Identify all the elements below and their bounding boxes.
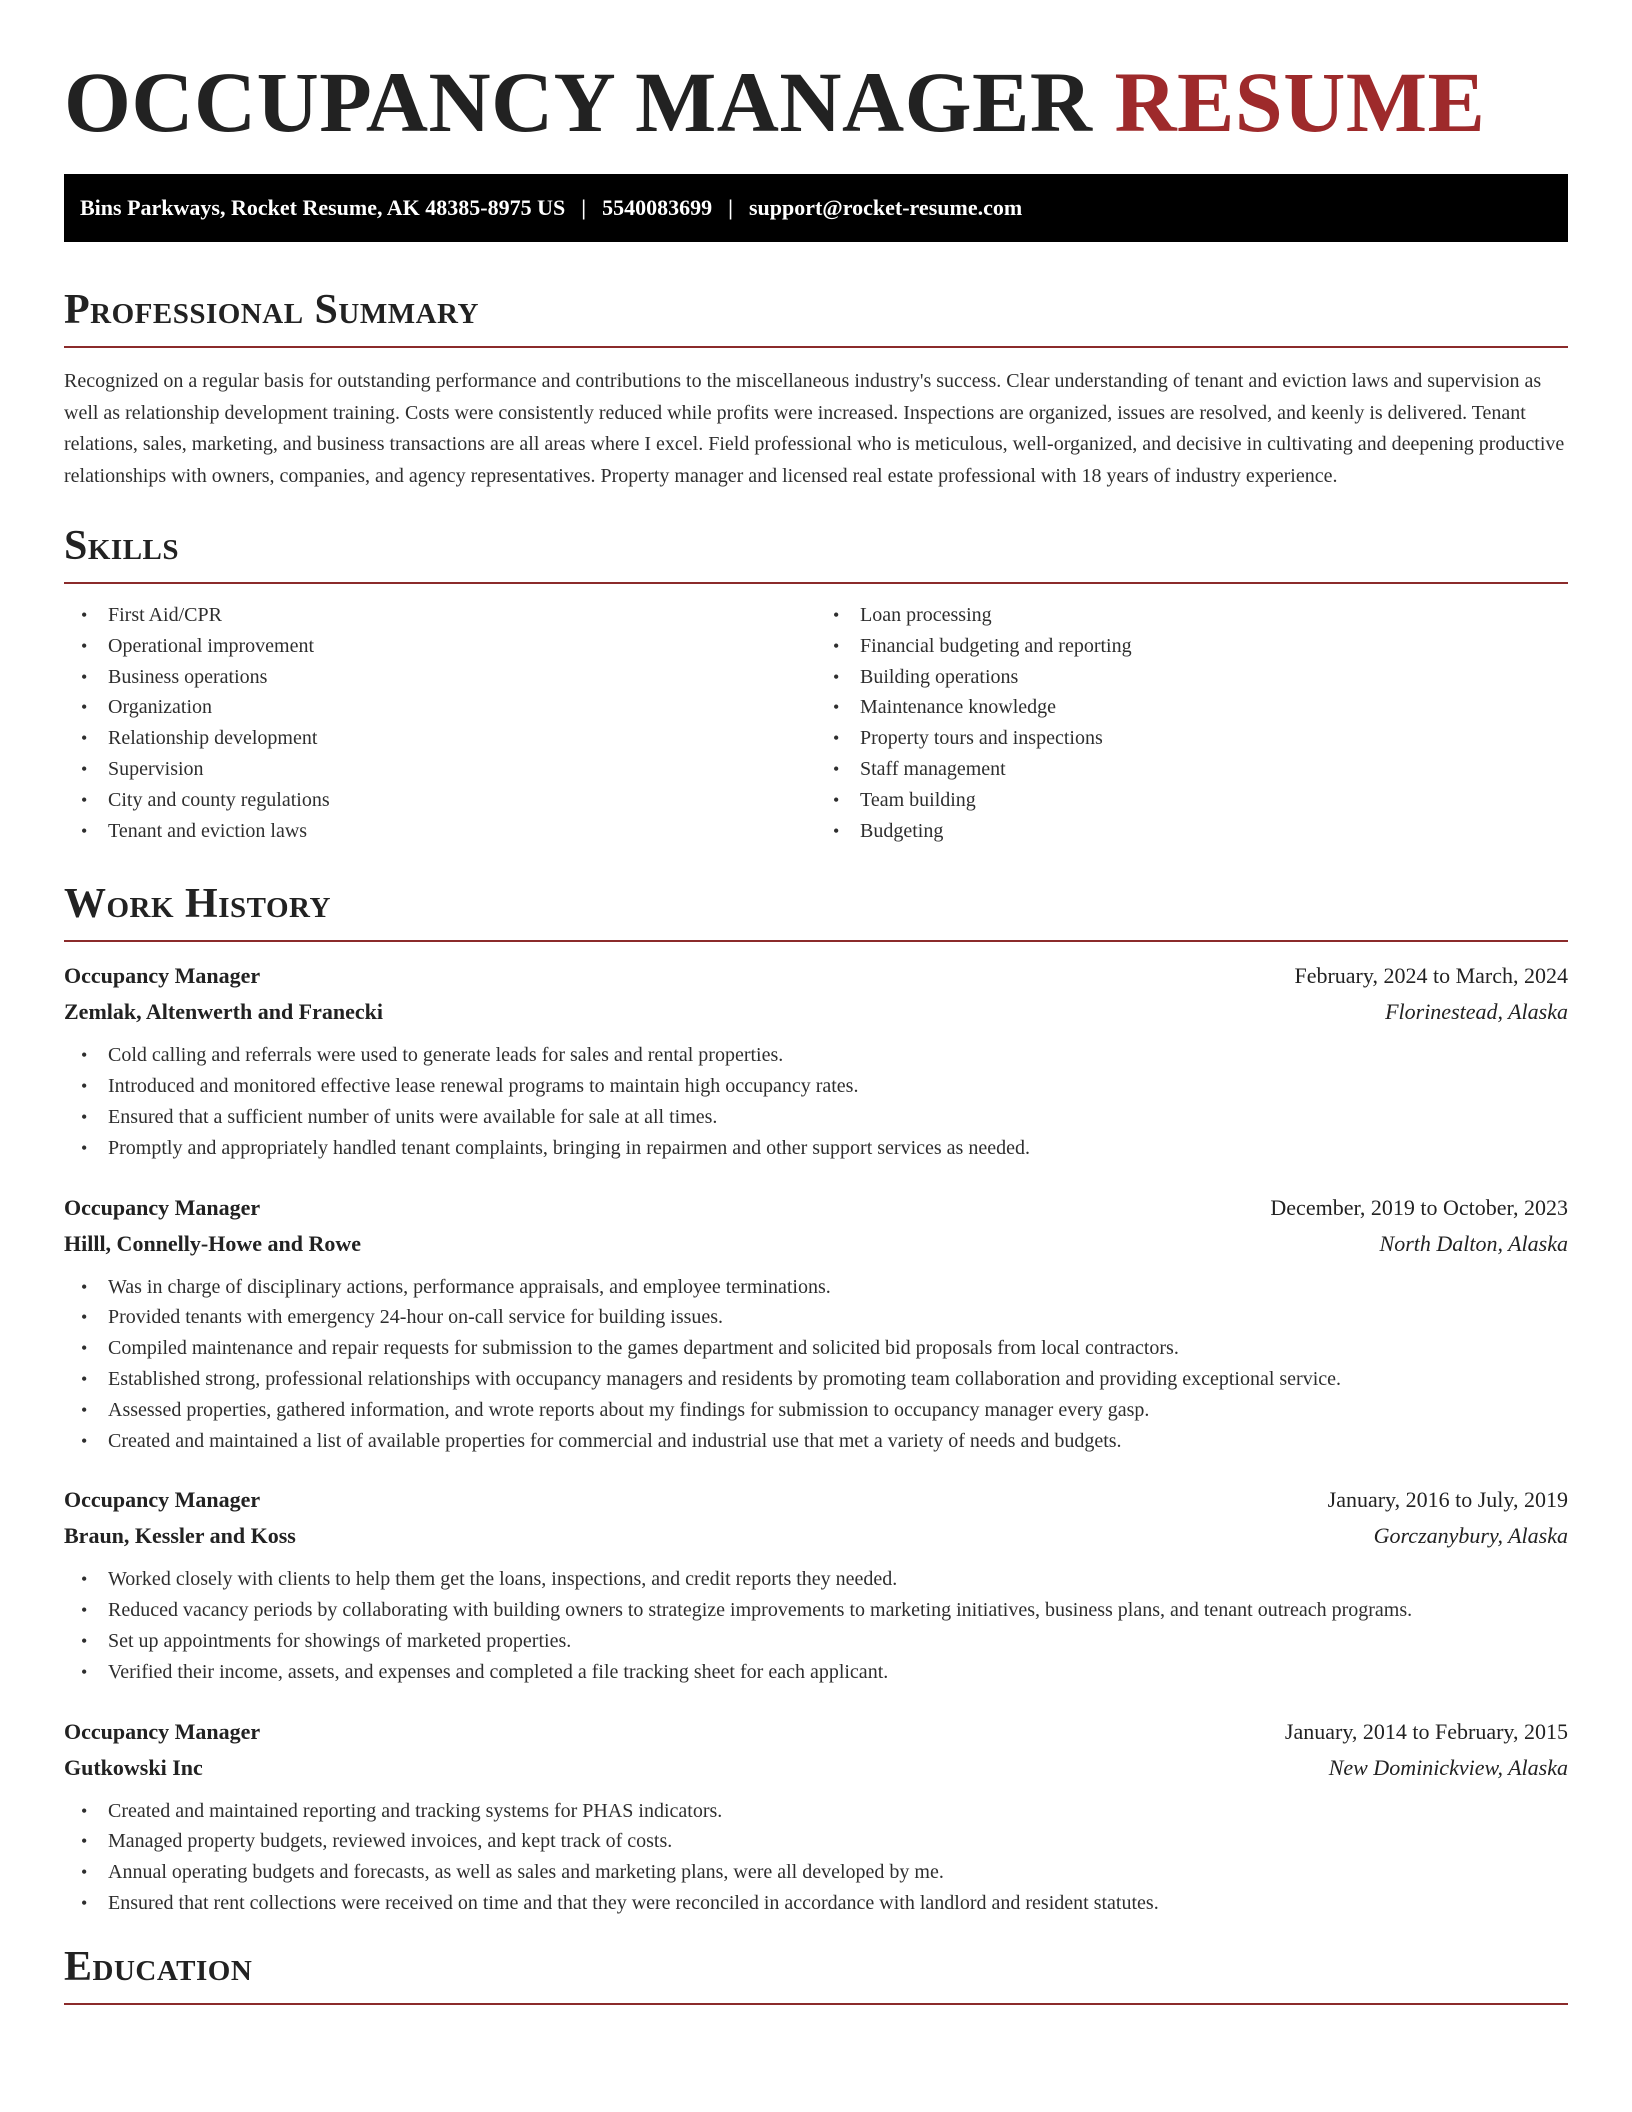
- job-company: Gutkowski Inc: [64, 1754, 203, 1780]
- job-bullet: • Cold calling and referrals were used to generate leads for sales and rental properties.: [64, 1040, 1568, 1071]
- job-bullet: • Reduced vacancy periods by collaborating with building owners to strategize improvements to marketing initiatives, business plans, and tenant outreach programs.: [64, 1595, 1568, 1626]
- section-divider: [64, 940, 1568, 942]
- job-bullet: • Created and maintained reporting and tracking systems for PHAS indicators.: [64, 1796, 1568, 1827]
- summary-text: Recognized on a regular basis for outstanding performance and contributions to the miscellaneous industry's success. Clear understanding of tenant and eviction laws and supervision as well as relationship development training. Costs were consistently reduced while profits were increased. Inspections are organized, issues are resolved, and keenly is delivered. Tenant relations, sales, marketing, and business transactions are all areas where I excel. Field professional who is meticulous, well-organized, and decisive in cultivating and deepening productive relationships with owners, companies, and agency representatives. Property manager and licensed real estate professional with 18 years of industry experience.: [64, 370, 1565, 487]
- job-bullet: • Assessed properties, gathered information, and wrote reports about my findings for submission to occupancy manager every gasp.: [64, 1395, 1568, 1426]
- title-accent: RESUME: [1114, 54, 1486, 150]
- skills-columns: [64, 600, 1568, 846]
- skill-item: • Team building: [816, 785, 1568, 816]
- skill-item: • Staff management: [816, 754, 1568, 785]
- job-title: Occupancy Manager: [64, 963, 261, 989]
- job-bullet: • Set up appointments for showings of marketed properties.: [64, 1626, 1568, 1657]
- job-bullet: • Worked closely with clients to help them get the loans, inspections, and credit reports they needed.: [64, 1564, 1568, 1595]
- contact-bar: [64, 174, 1568, 242]
- resume-title: [64, 52, 1568, 152]
- skill-item: • Budgeting: [816, 816, 1568, 847]
- job-bullet: • Created and maintained a list of available properties for commercial and industrial use that met a variety of needs and budgets.: [64, 1426, 1568, 1457]
- contact-separator: |: [728, 195, 733, 220]
- skill-item: • Tenant and eviction laws: [64, 816, 816, 847]
- job-title: Occupancy Manager: [64, 1718, 261, 1744]
- job-bullet: • Established strong, professional relationships with occupancy managers and residents by promoting team collaboration and providing exceptional service.: [64, 1364, 1568, 1395]
- job-bullets: [64, 1796, 1568, 1919]
- contact-phone: 5540083699: [602, 195, 713, 220]
- summary-section: [64, 284, 1568, 492]
- job-bullet: • Verified their income, assets, and expenses and completed a file tracking sheet for each applicant.: [64, 1657, 1568, 1688]
- skill-item: • Organization: [64, 692, 816, 723]
- work-history-section: [64, 878, 1568, 1918]
- skill-item: • Supervision: [64, 754, 816, 785]
- job-entry: [64, 1482, 1568, 1687]
- job-entry: [64, 1190, 1568, 1457]
- skills-list-right: [816, 600, 1568, 846]
- title-main: OCCUPANCY MANAGER: [64, 54, 1093, 150]
- skill-item: • Business operations: [64, 662, 816, 693]
- job-entry: [64, 1714, 1568, 1919]
- section-title-education: Education: [64, 1943, 253, 1990]
- skill-item: • City and county regulations: [64, 785, 816, 816]
- education-section: [64, 1941, 1568, 2005]
- section-title-skills: Skills: [64, 523, 180, 569]
- section-title-summary: Professional Summary: [64, 287, 479, 333]
- skill-item: • Maintenance knowledge: [816, 692, 1568, 723]
- job-company: Zemlak, Altenwerth and Franecki: [64, 999, 383, 1025]
- job-bullet: • Introduced and monitored effective lease renewal programs to maintain high occupancy rates.: [64, 1071, 1568, 1102]
- job-bullet: • Ensured that a sufficient number of units were available for sale at all times.: [64, 1102, 1568, 1133]
- job-location: Florinestead, Alaska: [1385, 999, 1568, 1025]
- job-bullet: • Was in charge of disciplinary actions, performance appraisals, and employee terminations.: [64, 1272, 1568, 1303]
- skills-section: [64, 520, 1568, 846]
- contact-address: Bins Parkways, Rocket Resume, AK 48385-8975 US: [80, 195, 566, 220]
- job-company: Hilll, Connelly-Howe and Rowe: [64, 1230, 362, 1256]
- skill-item: • Property tours and inspections: [816, 723, 1568, 754]
- skill-item: • Financial budgeting and reporting: [816, 631, 1568, 662]
- job-bullet: • Annual operating budgets and forecasts, as well as sales and marketing plans, were all developed by me.: [64, 1857, 1568, 1888]
- job-title: Occupancy Manager: [64, 1194, 261, 1220]
- section-title-work-history: Work History: [64, 881, 331, 928]
- job-dates: January, 2014 to February, 2015: [1284, 1718, 1568, 1744]
- job-dates: February, 2024 to March, 2024: [1294, 963, 1568, 989]
- job-title: Occupancy Manager: [64, 1487, 261, 1513]
- job-bullets: [64, 1272, 1568, 1457]
- skill-item: • First Aid/CPR: [64, 600, 816, 631]
- section-divider: [64, 2003, 1568, 2005]
- skills-list-left: [64, 600, 816, 846]
- job-bullet: • Provided tenants with emergency 24-hour on-call service for building issues.: [64, 1302, 1568, 1333]
- job-bullet: • Ensured that rent collections were received on time and that they were reconciled in accordance with landlord and resident statutes.: [64, 1888, 1568, 1919]
- job-bullets: [64, 1564, 1568, 1687]
- job-entry: [64, 958, 1568, 1163]
- section-divider: [64, 346, 1568, 348]
- skill-item: • Relationship development: [64, 723, 816, 754]
- job-location: Gorczanybury, Alaska: [1373, 1523, 1568, 1549]
- job-bullet: • Compiled maintenance and repair requests for submission to the games department and solicited bid proposals from local contractors.: [64, 1333, 1568, 1364]
- contact-email: support@rocket-resume.com: [748, 195, 1023, 220]
- contact-separator: |: [581, 195, 587, 220]
- job-location: New Dominickview, Alaska: [1328, 1754, 1568, 1780]
- skill-item: • Loan processing: [816, 600, 1568, 631]
- job-dates: January, 2016 to July, 2019: [1327, 1487, 1568, 1513]
- section-divider: [64, 582, 1568, 584]
- job-bullets: [64, 1040, 1568, 1163]
- job-location: North Dalton, Alaska: [1379, 1230, 1568, 1256]
- job-bullet: • Managed property budgets, reviewed invoices, and kept track of costs.: [64, 1826, 1568, 1857]
- skill-item: • Operational improvement: [64, 631, 816, 662]
- skill-item: • Building operations: [816, 662, 1568, 693]
- job-dates: December, 2019 to October, 2023: [1270, 1194, 1568, 1220]
- job-company: Braun, Kessler and Koss: [64, 1523, 296, 1549]
- job-bullet: • Promptly and appropriately handled tenant complaints, bringing in repairmen and other support services as needed.: [64, 1133, 1568, 1164]
